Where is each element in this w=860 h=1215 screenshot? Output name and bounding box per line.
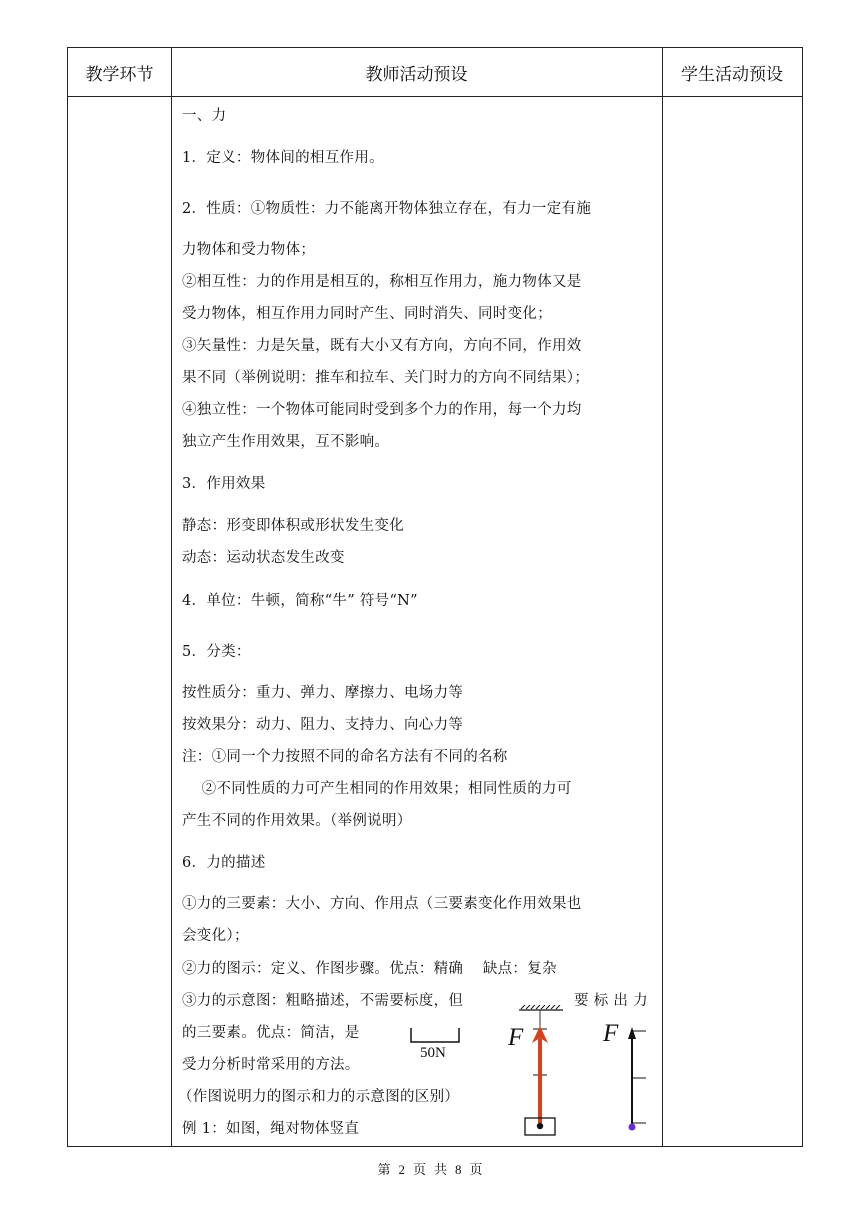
force-sketch-line-2: 的三要素。优点：简洁，是 <box>182 1025 360 1041</box>
force-sketch-figure <box>618 1015 658 1135</box>
force-sketch-line-3: 受力分析时常采用的方法。 <box>182 1057 360 1073</box>
sketch-arrowhead <box>628 1027 636 1039</box>
vector-line-2: 果不同（举例说明：推车和拉车、关门时力的方向不同结果）； <box>182 370 590 386</box>
static-effect-line: 静态：形变即体积或形状发生变化 <box>182 518 404 534</box>
column-divider-2 <box>662 48 663 1146</box>
properties-line-2: 力物体和受力物体； <box>182 242 316 258</box>
force-label-graphic: F <box>508 1024 524 1051</box>
footer-page-number: 2 <box>398 1162 405 1177</box>
independence-line-1: ④独立性：一个物体可能同时受到多个力的作用，每一个力均 <box>182 402 582 418</box>
dynamic-effect-line: 动态：运动状态发生改变 <box>182 550 345 566</box>
footer-total-suffix: 页 <box>469 1162 483 1177</box>
scale-bar <box>408 1026 464 1046</box>
force-graphic-line: ②力的图示：定义、作图步骤。优点：精确 缺点：复杂 <box>182 961 557 977</box>
mutuality-line-1: ②相互性：力的作用是相互的，称相互作用力，施力物体又是 <box>182 274 582 290</box>
independence-line-2: 独立产生作用效果，互不影响。 <box>182 434 390 450</box>
footer-prefix: 第 <box>377 1162 391 1177</box>
page-footer <box>0 1159 860 1178</box>
note-line-2: ②不同性质的力可产生相同的作用效果；相同性质的力可 <box>182 781 572 797</box>
three-elements-line-2: 会变化）； <box>182 928 249 944</box>
example-line: 例 1：如图，绳对物体竖直 <box>182 1121 360 1137</box>
note-line-1: 注：①同一个力按照不同的命名方法有不同的名称 <box>182 749 508 765</box>
sketch-application-point <box>629 1124 636 1131</box>
footer-total-prefix: 共 <box>434 1162 448 1177</box>
footer-page-word: 页 <box>412 1162 426 1177</box>
note-line-3: 产生不同的作用效果。（举例说明） <box>182 813 412 829</box>
by-nature-line: 按性质分：重力、弹力、摩擦力、电场力等 <box>182 685 464 701</box>
header-teaching-stage: 教学环节 <box>85 64 154 85</box>
header-divider <box>68 96 802 97</box>
unit-line: 4．单位：牛顿，简称“牛” 符号“N” <box>182 593 418 609</box>
column-divider-1 <box>171 48 172 1146</box>
drawing-note-line: （作图说明力的图示和力的示意图的区别） <box>178 1089 460 1105</box>
by-effect-line: 按效果分：动力、阻力、支持力、向心力等 <box>182 717 464 733</box>
properties-line-1: 2．性质：①物质性：力不能离开物体独立存在，有力一定有施 <box>182 201 592 217</box>
classification-heading: 5．分类： <box>182 644 251 660</box>
header-teacher-activity: 教师活动预设 <box>365 64 468 85</box>
vector-line-1: ③矢量性：力是矢量，既有大小又有方向，方向不同，作用效 <box>182 338 582 354</box>
force-sketch-line-1-tail: 要 标 出 力 <box>574 993 648 1009</box>
application-point <box>537 1123 543 1129</box>
description-heading: 6．力的描述 <box>182 855 266 871</box>
three-elements-line-1: ①力的三要素：大小、方向、作用点（三要素变化作用效果也 <box>182 896 582 912</box>
footer-total-pages: 8 <box>455 1162 462 1177</box>
effects-heading: 3．作用效果 <box>182 476 266 492</box>
definition-line: 1．定义：物体间的相互作用。 <box>182 150 384 166</box>
force-label-sketch: F <box>603 1020 619 1047</box>
force-sketch-line-1: ③力的示意图：粗略描述，不需要标度，但 <box>182 993 464 1009</box>
scale-label: 50N <box>420 1045 446 1061</box>
header-student-activity: 学生活动预设 <box>681 64 783 85</box>
mutuality-line-2: 受力物体，相互作用力同时产生、同时消失、同时变化； <box>182 306 552 322</box>
ceiling-hatch <box>521 1005 560 1009</box>
section-title-force: 一、力 <box>182 108 227 124</box>
